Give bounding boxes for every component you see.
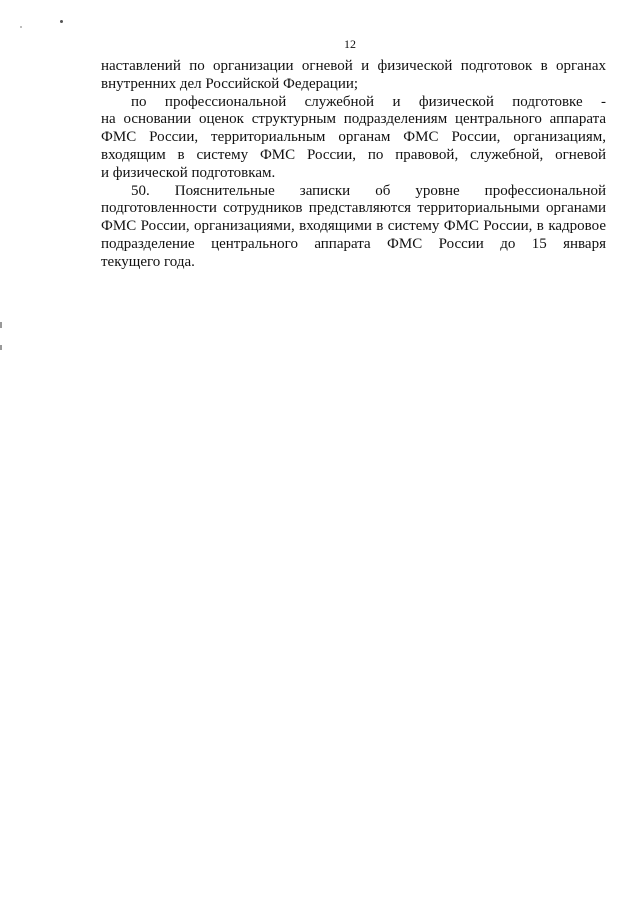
text-line: и физической подготовкам. — [101, 164, 276, 181]
text-line: ФМС России, территориальным органам ФМС России, организациям, — [101, 129, 606, 146]
text-line: ФМС России, организациями, входящими в систему ФМС России, в кадровое — [101, 218, 606, 235]
scan-edge-mark — [0, 345, 2, 350]
text-line: текущего года. — [101, 253, 195, 270]
text-line: на основании оценок структурным подразделениям центрального аппарата — [101, 111, 606, 128]
page-number: 12 — [344, 37, 356, 51]
text-line: 50. Пояснительные записки об уровне профессиональной — [131, 182, 606, 199]
scan-speck — [60, 20, 63, 23]
text-line: входящим в систему ФМС России, по правовой, служебной, огневой — [101, 146, 606, 163]
paragraph — [101, 94, 606, 183]
text-line: наставлений по организации огневой и физической подготовок в органах — [101, 58, 606, 74]
text-line: подразделение центрального аппарата ФМС России до 15 января — [101, 235, 606, 252]
text-line: внутренних дел Российской Федерации; — [101, 75, 359, 92]
scan-edge-mark — [0, 322, 2, 328]
paragraph — [101, 58, 606, 94]
document-body — [101, 58, 606, 272]
text-line: подготовленности сотрудников представляются территориальными органами — [101, 200, 606, 217]
paragraph — [101, 183, 606, 272]
scan-speck — [20, 26, 22, 28]
text-line: по профессиональной служебной и физической подготовке - — [131, 93, 606, 110]
